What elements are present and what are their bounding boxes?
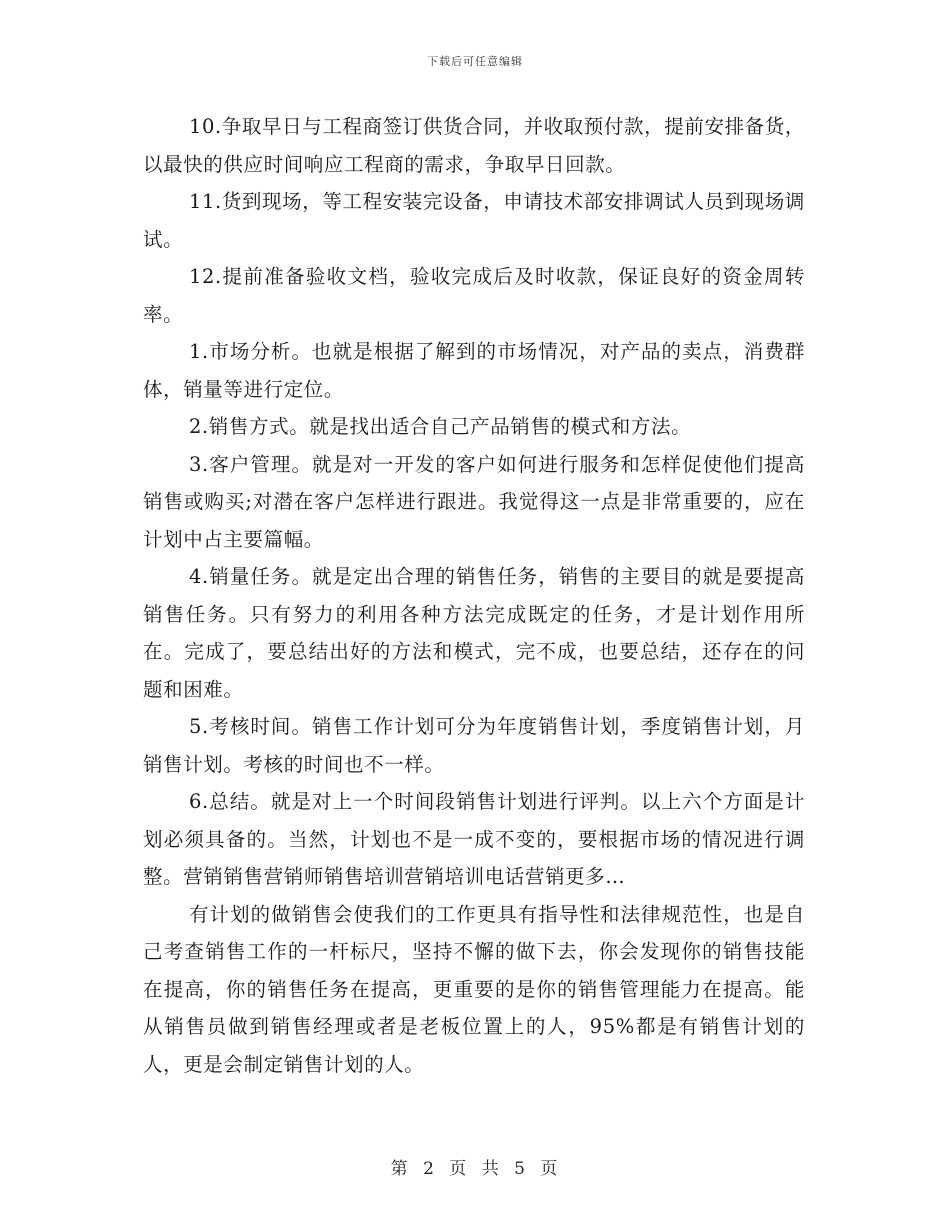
paragraph-market-analysis: 1.市场分析。也就是根据了解到的市场情况，对产品的卖点，消费群体，销量等进行定位。 xyxy=(143,340,805,401)
footer-total-pages: 5 xyxy=(514,1159,527,1179)
paragraph-summary: 6.总结。就是对上一个时间段销售计划进行评判。以上六个方面是计划必须具备的。当然，计划也不是一成不变的，要根据市场的情况进行调整。营销销售营销师销售培训营销培训电话营销更多… xyxy=(143,790,805,888)
footer-prefix: 第 xyxy=(390,1159,410,1179)
paragraph-conclusion: 有计划的做销售会使我们的工作更具有指导性和法律规范性，也是自己考查销售工作的一杆标尺，坚持不懈的做下去，你会发现你的销售技能在提高，你的销售任务在提高，更重要的是你的销售管理能力在提高。能从销售员做到销售经理或者是老板位置上的人，95%都是有销售计划的人，更是会制定销售计划的人。 xyxy=(143,902,805,1076)
paragraph-sales-method: 2.销售方式。就是找出适合自己产品销售的模式和方法。 xyxy=(189,415,692,438)
paragraph-11: 11.货到现场，等工程安装完设备，申请技术部安排调试人员到现场调试。 xyxy=(143,190,805,251)
paragraph-sales-target: 4.销量任务。就是定出合理的销售任务，销售的主要目的就是要提高销售任务。只有努力的利用各种方法完成既定的任务，才是计划作用所在。完成了，要总结出好的方法和模式，完不成，也要总结，还存在的问题和困难。 xyxy=(143,565,805,701)
paragraph-10: 10.争取早日与工程商签订供货合同，并收取预付款，提前安排备货，以最快的供应时间响应工程商的需求，争取早日回款。 xyxy=(143,115,805,176)
document-body xyxy=(143,108,805,1083)
paragraph-12: 12.提前准备验收文档，验收完成后及时收款，保证良好的资金周转率。 xyxy=(143,265,805,326)
footer-suffix: 页 xyxy=(540,1159,560,1179)
footer-page-word: 页 xyxy=(449,1159,469,1179)
page-header: 下载后可任意编辑 xyxy=(427,55,523,68)
footer-current-page: 2 xyxy=(423,1159,436,1179)
paragraph-assessment-time: 5.考核时间。销售工作计划可分为年度销售计划，季度销售计划，月销售计划。考核的时间也不一样。 xyxy=(143,715,805,776)
footer-total-word: 共 xyxy=(481,1159,501,1179)
page-footer xyxy=(0,1154,950,1179)
paragraph-customer-management: 3.客户管理。就是对一开发的客户如何进行服务和怎样促使他们提高销售或购买;对潜在客户怎样进行跟进。我觉得这一点是非常重要的，应在计划中占主要篇幅。 xyxy=(143,452,805,551)
